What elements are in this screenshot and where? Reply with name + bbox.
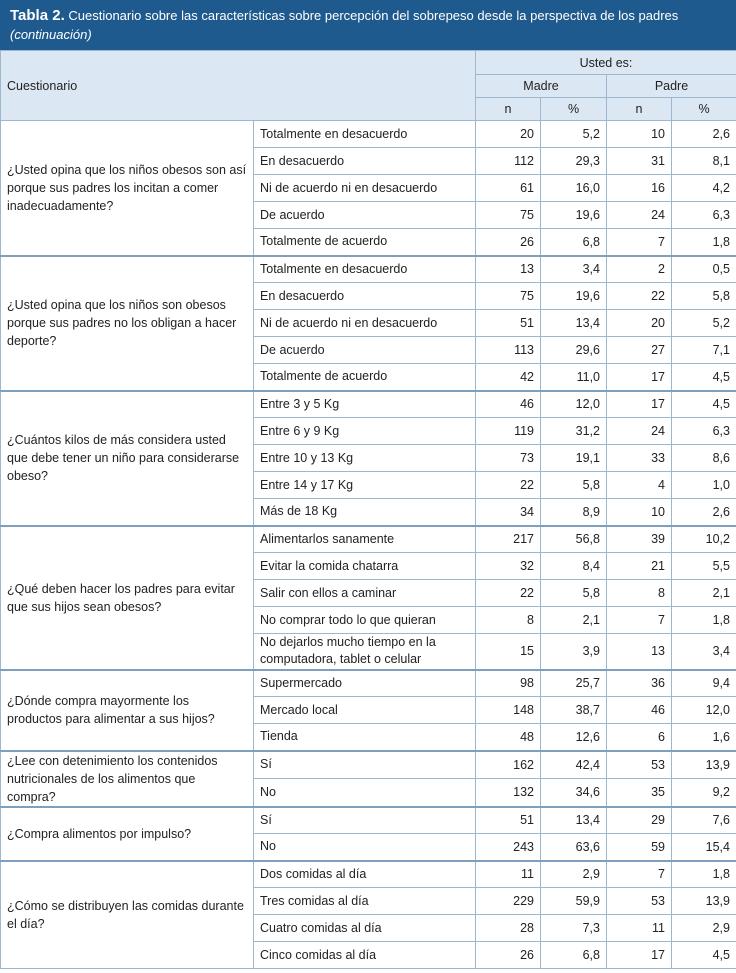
madre-pct-cell: 56,8 bbox=[541, 526, 607, 553]
padre-pct-cell: 1,0 bbox=[672, 472, 736, 499]
madre-pct-cell: 29,3 bbox=[541, 148, 607, 175]
madre-pct-cell: 12,6 bbox=[541, 724, 607, 751]
madre-n-cell: 113 bbox=[476, 337, 541, 364]
answer-cell: No bbox=[254, 834, 476, 861]
padre-n-cell: 17 bbox=[607, 364, 672, 391]
padre-n-cell: 17 bbox=[607, 942, 672, 969]
table-title-text: Cuestionario sobre las características sobre percepción del sobrepeso desde la perspectiva de los padres bbox=[68, 8, 679, 23]
padre-pct-cell: 5,8 bbox=[672, 283, 736, 310]
padre-n-cell: 10 bbox=[607, 499, 672, 526]
padre-pct-cell: 7,6 bbox=[672, 807, 736, 834]
question-cell: ¿Cómo se distribuyen las comidas durante el día? bbox=[1, 861, 254, 969]
madre-n-cell: 98 bbox=[476, 670, 541, 697]
madre-pct-cell: 13,4 bbox=[541, 310, 607, 337]
padre-n-cell: 7 bbox=[607, 607, 672, 634]
madre-n-cell: 61 bbox=[476, 175, 541, 202]
madre-n-cell: 112 bbox=[476, 148, 541, 175]
table-label: Tabla 2. bbox=[10, 7, 65, 24]
padre-n-cell: 11 bbox=[607, 915, 672, 942]
madre-pct-cell: 19,6 bbox=[541, 202, 607, 229]
answer-cell: Entre 3 y 5 Kg bbox=[254, 391, 476, 418]
header-padre-n: n bbox=[607, 98, 672, 121]
madre-n-cell: 8 bbox=[476, 607, 541, 634]
answer-cell: Salir con ellos a caminar bbox=[254, 580, 476, 607]
madre-pct-cell: 19,6 bbox=[541, 283, 607, 310]
answer-cell: De acuerdo bbox=[254, 337, 476, 364]
madre-pct-cell: 38,7 bbox=[541, 697, 607, 724]
madre-pct-cell: 3,9 bbox=[541, 634, 607, 670]
padre-pct-cell: 2,6 bbox=[672, 499, 736, 526]
madre-pct-cell: 8,9 bbox=[541, 499, 607, 526]
padre-n-cell: 17 bbox=[607, 391, 672, 418]
padre-pct-cell: 15,4 bbox=[672, 834, 736, 861]
padre-pct-cell: 12,0 bbox=[672, 697, 736, 724]
padre-pct-cell: 4,5 bbox=[672, 391, 736, 418]
madre-pct-cell: 6,8 bbox=[541, 942, 607, 969]
padre-pct-cell: 9,2 bbox=[672, 779, 736, 807]
padre-pct-cell: 4,5 bbox=[672, 364, 736, 391]
padre-pct-cell: 9,4 bbox=[672, 670, 736, 697]
madre-n-cell: 51 bbox=[476, 310, 541, 337]
question-cell: ¿Qué deben hacer los padres para evitar que sus hijos sean obesos? bbox=[1, 526, 254, 670]
answer-cell: Alimentarlos sanamente bbox=[254, 526, 476, 553]
padre-n-cell: 24 bbox=[607, 202, 672, 229]
padre-n-cell: 20 bbox=[607, 310, 672, 337]
madre-n-cell: 32 bbox=[476, 553, 541, 580]
madre-pct-cell: 5,2 bbox=[541, 121, 607, 148]
table-row bbox=[1, 670, 736, 697]
padre-n-cell: 10 bbox=[607, 121, 672, 148]
padre-n-cell: 7 bbox=[607, 229, 672, 256]
answer-cell: Dos comidas al día bbox=[254, 861, 476, 888]
table-body bbox=[1, 121, 736, 969]
question-cell: ¿Lee con detenimiento los contenidos nutricionales de los alimentos que compra? bbox=[1, 751, 254, 807]
answer-cell: Entre 14 y 17 Kg bbox=[254, 472, 476, 499]
padre-n-cell: 53 bbox=[607, 888, 672, 915]
madre-n-cell: 22 bbox=[476, 580, 541, 607]
padre-pct-cell: 1,6 bbox=[672, 724, 736, 751]
madre-pct-cell: 5,8 bbox=[541, 472, 607, 499]
padre-pct-cell: 2,9 bbox=[672, 915, 736, 942]
madre-n-cell: 132 bbox=[476, 779, 541, 807]
answer-cell: Totalmente en desacuerdo bbox=[254, 121, 476, 148]
padre-n-cell: 2 bbox=[607, 256, 672, 283]
answer-cell: No dejarlos mucho tiempo en la computadora, tablet o celular bbox=[254, 634, 476, 670]
madre-pct-cell: 7,3 bbox=[541, 915, 607, 942]
answer-cell: Mercado local bbox=[254, 697, 476, 724]
madre-n-cell: 75 bbox=[476, 202, 541, 229]
table-row bbox=[1, 526, 736, 553]
padre-pct-cell: 4,5 bbox=[672, 942, 736, 969]
answer-cell: En desacuerdo bbox=[254, 283, 476, 310]
padre-pct-cell: 5,2 bbox=[672, 310, 736, 337]
padre-n-cell: 35 bbox=[607, 779, 672, 807]
answer-cell: Totalmente de acuerdo bbox=[254, 229, 476, 256]
padre-n-cell: 33 bbox=[607, 445, 672, 472]
answer-cell: Entre 10 y 13 Kg bbox=[254, 445, 476, 472]
madre-pct-cell: 59,9 bbox=[541, 888, 607, 915]
padre-pct-cell: 6,3 bbox=[672, 418, 736, 445]
padre-n-cell: 31 bbox=[607, 148, 672, 175]
table-row bbox=[1, 751, 736, 779]
padre-pct-cell: 6,3 bbox=[672, 202, 736, 229]
padre-n-cell: 21 bbox=[607, 553, 672, 580]
answer-cell: Ni de acuerdo ni en desacuerdo bbox=[254, 310, 476, 337]
answer-cell: Sí bbox=[254, 807, 476, 834]
madre-pct-cell: 31,2 bbox=[541, 418, 607, 445]
padre-n-cell: 59 bbox=[607, 834, 672, 861]
padre-n-cell: 24 bbox=[607, 418, 672, 445]
padre-n-cell: 8 bbox=[607, 580, 672, 607]
madre-n-cell: 119 bbox=[476, 418, 541, 445]
madre-pct-cell: 19,1 bbox=[541, 445, 607, 472]
padre-pct-cell: 0,5 bbox=[672, 256, 736, 283]
answer-cell: De acuerdo bbox=[254, 202, 476, 229]
padre-n-cell: 53 bbox=[607, 751, 672, 779]
padre-n-cell: 46 bbox=[607, 697, 672, 724]
questionnaire-table bbox=[0, 50, 736, 969]
madre-pct-cell: 25,7 bbox=[541, 670, 607, 697]
answer-cell: Más de 18 Kg bbox=[254, 499, 476, 526]
answer-cell: Totalmente de acuerdo bbox=[254, 364, 476, 391]
padre-pct-cell: 10,2 bbox=[672, 526, 736, 553]
padre-pct-cell: 1,8 bbox=[672, 861, 736, 888]
padre-n-cell: 36 bbox=[607, 670, 672, 697]
header-madre-pct: % bbox=[541, 98, 607, 121]
answer-cell: No bbox=[254, 779, 476, 807]
answer-cell: En desacuerdo bbox=[254, 148, 476, 175]
question-cell: ¿Usted opina que los niños son obesos porque sus padres no los obligan a hacer deporte? bbox=[1, 256, 254, 391]
table-row bbox=[1, 121, 736, 148]
answer-cell: Tres comidas al día bbox=[254, 888, 476, 915]
padre-n-cell: 39 bbox=[607, 526, 672, 553]
answer-cell: Totalmente en desacuerdo bbox=[254, 256, 476, 283]
madre-pct-cell: 34,6 bbox=[541, 779, 607, 807]
madre-pct-cell: 13,4 bbox=[541, 807, 607, 834]
madre-n-cell: 48 bbox=[476, 724, 541, 751]
madre-pct-cell: 12,0 bbox=[541, 391, 607, 418]
madre-n-cell: 26 bbox=[476, 942, 541, 969]
table-title bbox=[0, 0, 736, 50]
answer-cell: Evitar la comida chatarra bbox=[254, 553, 476, 580]
padre-pct-cell: 1,8 bbox=[672, 607, 736, 634]
padre-pct-cell: 2,1 bbox=[672, 580, 736, 607]
header-madre-n: n bbox=[476, 98, 541, 121]
padre-n-cell: 6 bbox=[607, 724, 672, 751]
padre-n-cell: 16 bbox=[607, 175, 672, 202]
madre-n-cell: 75 bbox=[476, 283, 541, 310]
question-cell: ¿Cuántos kilos de más considera usted que debe tener un niño para considerarse obeso? bbox=[1, 391, 254, 526]
madre-n-cell: 243 bbox=[476, 834, 541, 861]
answer-cell: Supermercado bbox=[254, 670, 476, 697]
madre-pct-cell: 11,0 bbox=[541, 364, 607, 391]
padre-pct-cell: 8,6 bbox=[672, 445, 736, 472]
madre-pct-cell: 6,8 bbox=[541, 229, 607, 256]
question-cell: ¿Usted opina que los niños obesos son así porque sus padres los incitan a comer inadecuadamente? bbox=[1, 121, 254, 256]
madre-n-cell: 148 bbox=[476, 697, 541, 724]
madre-pct-cell: 8,4 bbox=[541, 553, 607, 580]
madre-n-cell: 42 bbox=[476, 364, 541, 391]
answer-cell: No comprar todo lo que quieran bbox=[254, 607, 476, 634]
madre-n-cell: 13 bbox=[476, 256, 541, 283]
padre-pct-cell: 4,2 bbox=[672, 175, 736, 202]
table-row bbox=[1, 391, 736, 418]
padre-pct-cell: 5,5 bbox=[672, 553, 736, 580]
header-usted-es: Usted es: bbox=[476, 51, 736, 75]
answer-cell: Sí bbox=[254, 751, 476, 779]
padre-n-cell: 27 bbox=[607, 337, 672, 364]
madre-n-cell: 26 bbox=[476, 229, 541, 256]
header-padre-pct: % bbox=[672, 98, 736, 121]
madre-pct-cell: 2,1 bbox=[541, 607, 607, 634]
table-row bbox=[1, 861, 736, 888]
madre-n-cell: 73 bbox=[476, 445, 541, 472]
answer-cell: Cuatro comidas al día bbox=[254, 915, 476, 942]
header-cuestionario: Cuestionario bbox=[1, 51, 476, 121]
padre-pct-cell: 7,1 bbox=[672, 337, 736, 364]
padre-n-cell: 22 bbox=[607, 283, 672, 310]
madre-pct-cell: 2,9 bbox=[541, 861, 607, 888]
madre-n-cell: 11 bbox=[476, 861, 541, 888]
madre-n-cell: 217 bbox=[476, 526, 541, 553]
padre-pct-cell: 1,8 bbox=[672, 229, 736, 256]
answer-cell: Cinco comidas al día bbox=[254, 942, 476, 969]
madre-n-cell: 51 bbox=[476, 807, 541, 834]
madre-n-cell: 34 bbox=[476, 499, 541, 526]
madre-pct-cell: 63,6 bbox=[541, 834, 607, 861]
header-padre: Padre bbox=[607, 75, 736, 98]
madre-n-cell: 46 bbox=[476, 391, 541, 418]
madre-n-cell: 28 bbox=[476, 915, 541, 942]
padre-pct-cell: 13,9 bbox=[672, 751, 736, 779]
table-row bbox=[1, 256, 736, 283]
madre-n-cell: 15 bbox=[476, 634, 541, 670]
padre-n-cell: 29 bbox=[607, 807, 672, 834]
madre-n-cell: 162 bbox=[476, 751, 541, 779]
padre-n-cell: 4 bbox=[607, 472, 672, 499]
answer-cell: Tienda bbox=[254, 724, 476, 751]
table-continuation: (continuación) bbox=[10, 27, 92, 42]
madre-pct-cell: 16,0 bbox=[541, 175, 607, 202]
question-cell: ¿Dónde compra mayormente los productos para alimentar a sus hijos? bbox=[1, 670, 254, 751]
answer-cell: Entre 6 y 9 Kg bbox=[254, 418, 476, 445]
padre-pct-cell: 3,4 bbox=[672, 634, 736, 670]
padre-n-cell: 13 bbox=[607, 634, 672, 670]
madre-n-cell: 22 bbox=[476, 472, 541, 499]
madre-pct-cell: 29,6 bbox=[541, 337, 607, 364]
question-cell: ¿Compra alimentos por impulso? bbox=[1, 807, 254, 861]
madre-pct-cell: 3,4 bbox=[541, 256, 607, 283]
header-madre: Madre bbox=[476, 75, 607, 98]
madre-n-cell: 229 bbox=[476, 888, 541, 915]
padre-n-cell: 7 bbox=[607, 861, 672, 888]
madre-pct-cell: 5,8 bbox=[541, 580, 607, 607]
padre-pct-cell: 13,9 bbox=[672, 888, 736, 915]
madre-n-cell: 20 bbox=[476, 121, 541, 148]
padre-pct-cell: 8,1 bbox=[672, 148, 736, 175]
table-row bbox=[1, 807, 736, 834]
padre-pct-cell: 2,6 bbox=[672, 121, 736, 148]
answer-cell: Ni de acuerdo ni en desacuerdo bbox=[254, 175, 476, 202]
madre-pct-cell: 42,4 bbox=[541, 751, 607, 779]
